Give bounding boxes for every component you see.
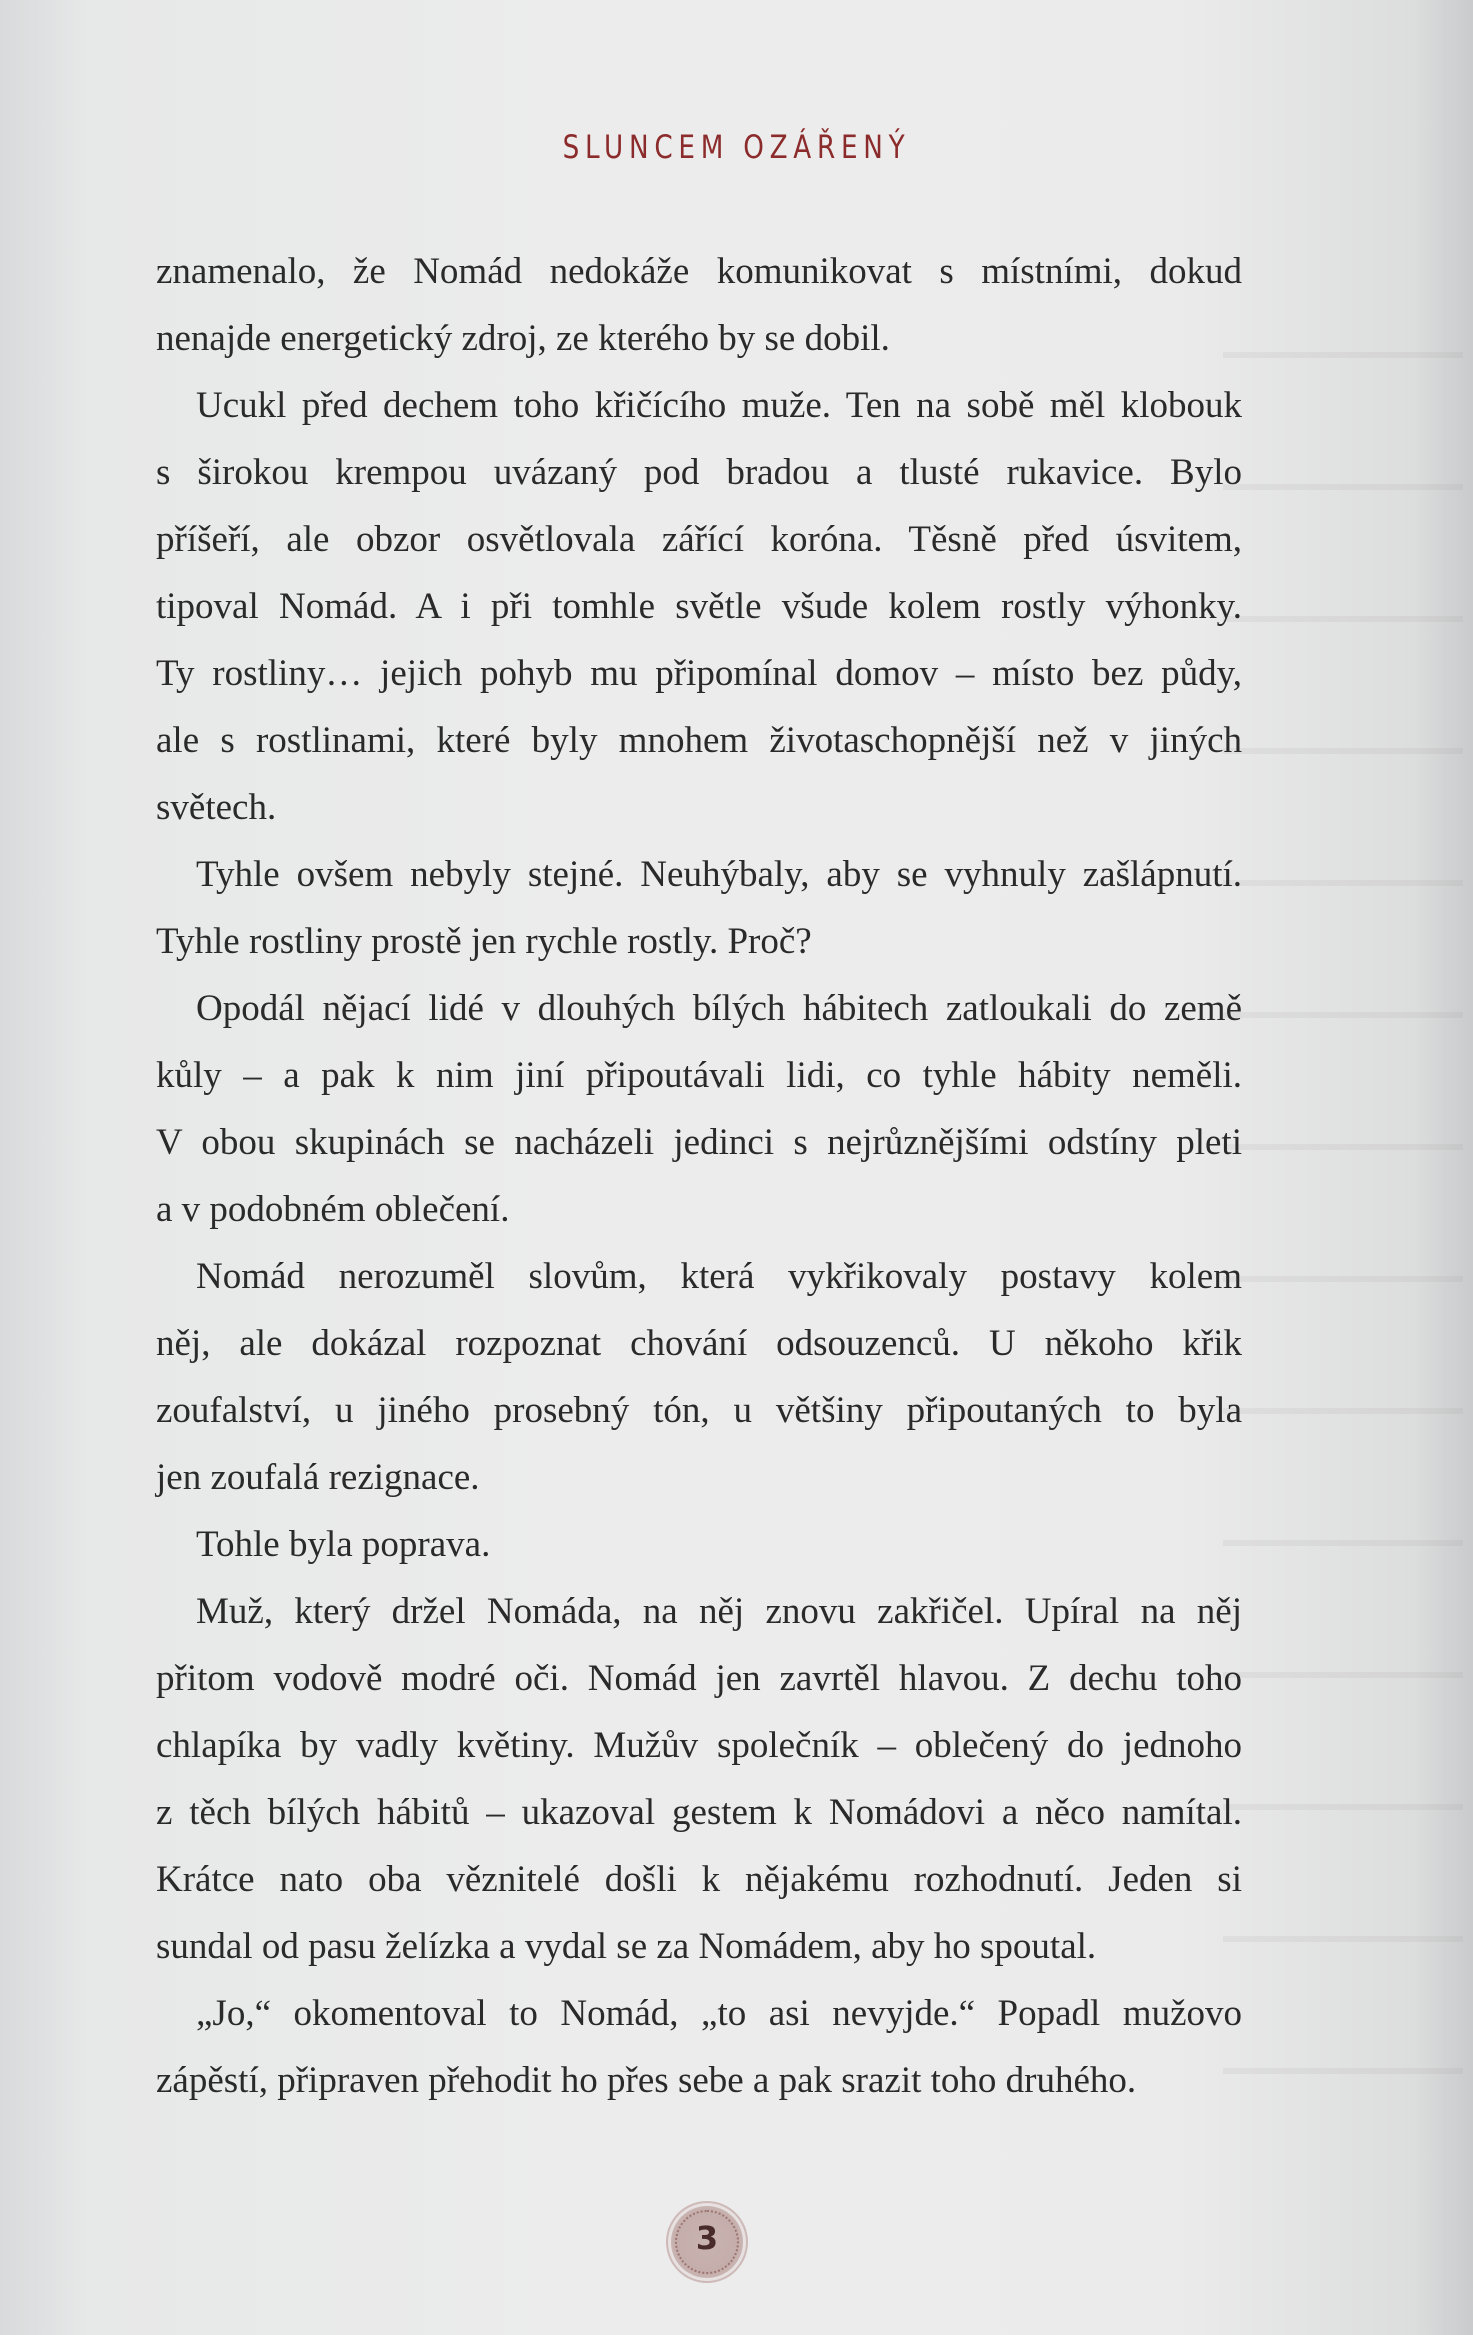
- text-line: sundal od pasu želízka a vydal se za Nomádem, aby ho spoutal.: [156, 1926, 1097, 1967]
- text-line: nenajde energetický zdroj, ze kterého by se dobil.: [156, 318, 890, 359]
- text-line: chlapíka by vadly květiny. Mužův společník – oblečený do jednoho: [156, 1725, 1242, 1766]
- paragraph: [156, 975, 1242, 1243]
- text-line: Ucukl před dechem toho křičícího muže. Ten na sobě měl klobouk: [196, 385, 1242, 426]
- paragraph: [156, 238, 1242, 372]
- text-line: Krátce nato oba věznitelé došli k nějakému rozhodnutí. Jeden si: [156, 1859, 1242, 1900]
- text-line: znamenalo, že Nomád nedokáže komunikovat s místními, dokud: [156, 251, 1242, 292]
- text-line: „Jo,“ okomentoval to Nomád, „to asi nevyjde.“ Popadl mužovo: [196, 1993, 1242, 2034]
- text-line: Tohle byla poprava.: [196, 1524, 491, 1565]
- text-line: Opodál nějací lidé v dlouhých bílých hábitech zatloukali do země: [196, 988, 1242, 1029]
- text-line: zoufalství, u jiného prosebný tón, u většiny připoutaných to byla: [156, 1390, 1242, 1431]
- text-line: tipoval Nomád. A i při tomhle světle všude kolem rostly výhonky.: [156, 586, 1242, 627]
- text-line: V obou skupinách se nacházeli jedinci s nejrůznějšími odstíny pleti: [156, 1122, 1242, 1163]
- page-number-badge: [671, 2206, 743, 2278]
- text-line: Nomád nerozuměl slovům, která vykřikovaly postavy kolem: [196, 1256, 1242, 1297]
- paragraph: [156, 1511, 1242, 1578]
- text-line: jen zoufalá rezignace.: [156, 1457, 480, 1498]
- running-head: SLUNCEM OZÁŘENÝ: [562, 128, 911, 166]
- text-line: něj, ale dokázal rozpoznat chování odsouzenců. U někoho křik: [156, 1323, 1242, 1364]
- paragraph: [156, 1980, 1242, 2114]
- paragraph: [156, 1578, 1242, 1980]
- text-line: příšeří, ale obzor osvětlovala zářící koróna. Těsně před úsvitem,: [156, 519, 1242, 560]
- text-line: ale s rostlinami, které byly mnohem životaschopnější než v jiných: [156, 720, 1242, 761]
- text-line: s širokou krempou uvázaný pod bradou a tlusté rukavice. Bylo: [156, 452, 1242, 493]
- text-line: zápěstí, připraven přehodit ho přes sebe a pak srazit toho druhého.: [156, 2060, 1137, 2101]
- show-through-text: [1223, 300, 1463, 2200]
- text-line: přitom vodově modré oči. Nomád jen zavrtěl hlavou. Z dechu toho: [156, 1658, 1242, 1699]
- text-line: a v podobném oblečení.: [156, 1189, 510, 1230]
- page-number: 3: [695, 2219, 719, 2257]
- text-line: světech.: [156, 787, 277, 828]
- paragraph: [156, 1243, 1242, 1511]
- text-line: kůly – a pak k nim jiní připoutávali lidi, co tyhle hábity neměli.: [156, 1055, 1242, 1096]
- body-text: [156, 238, 1242, 2114]
- text-line: Tyhle rostliny prostě jen rychle rostly. Proč?: [156, 921, 812, 962]
- text-line: Muž, který držel Nomáda, na něj znovu zakřičel. Upíral na něj: [196, 1591, 1242, 1632]
- text-line: Tyhle ovšem nebyly stejné. Neuhýbaly, aby se vyhnuly zašlápnutí.: [196, 854, 1242, 895]
- paragraph: [156, 372, 1242, 841]
- text-line: Ty rostliny… jejich pohyb mu připomínal domov – místo bez půdy,: [156, 653, 1242, 694]
- paragraph: [156, 841, 1242, 975]
- text-line: z těch bílých hábitů – ukazoval gestem k Nomádovi a něco namítal.: [156, 1792, 1242, 1833]
